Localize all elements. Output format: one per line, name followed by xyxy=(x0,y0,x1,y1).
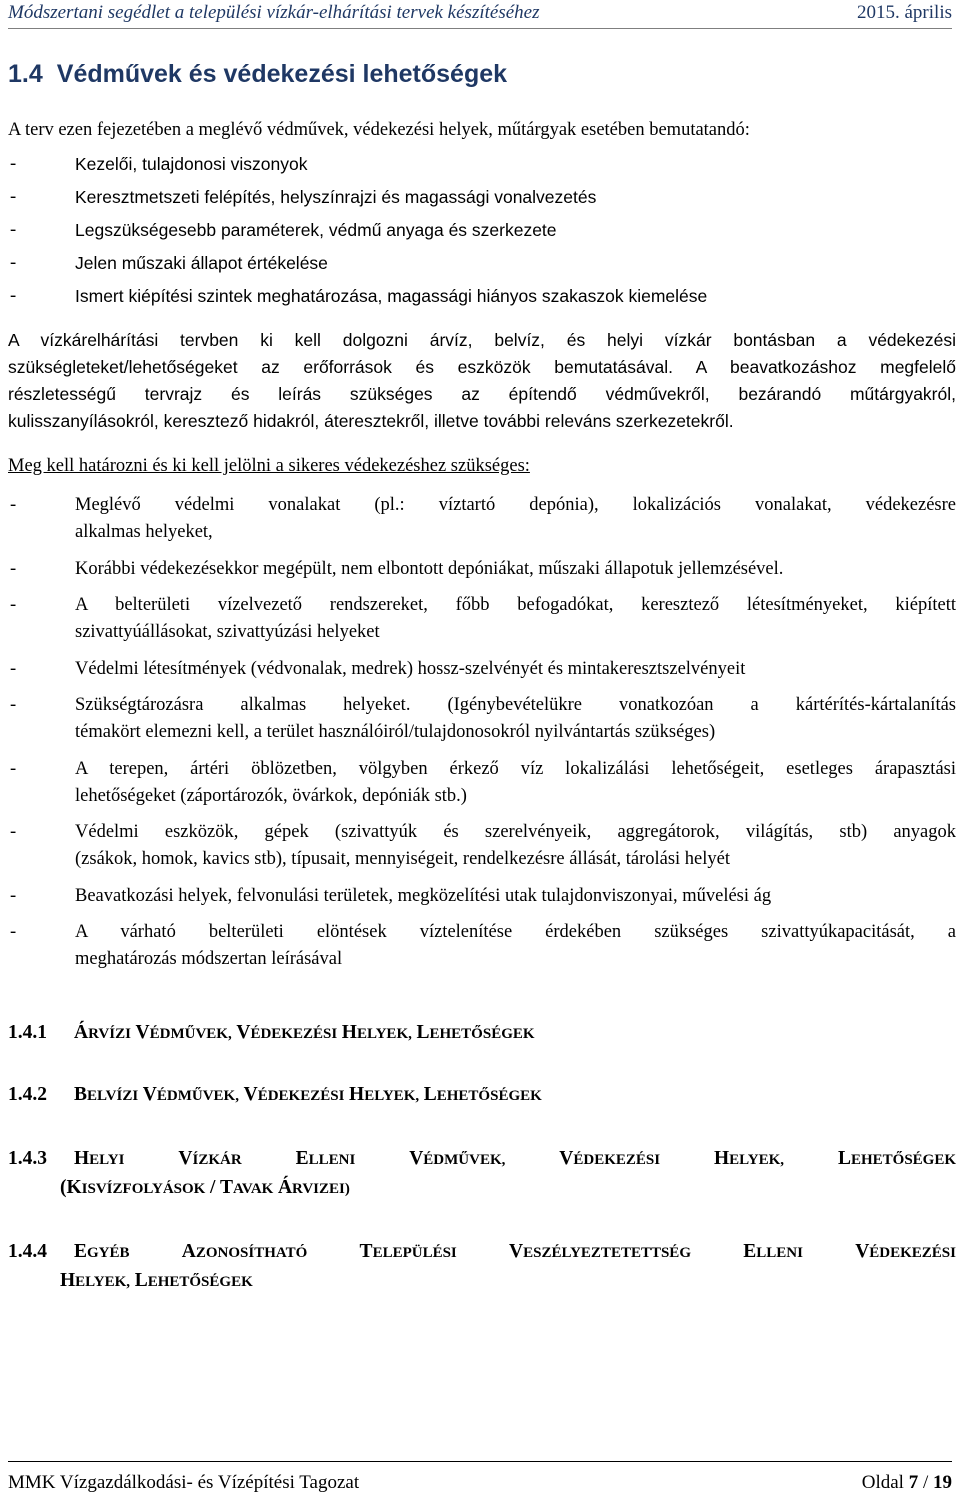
body-paragraph xyxy=(8,327,956,435)
requirements-heading: Meg kell határozni és ki kell jelölni a sikeres védekezéshez szükséges: xyxy=(8,456,530,476)
paragraph-line: A vízkárelhárítási tervben ki kell dolgozni árvíz, belvíz, és helyi vízkár bontásban a védekezési xyxy=(8,330,956,350)
list-item-line: alkalmas helyeket, xyxy=(75,522,213,542)
subsection-number: 1.4.1 xyxy=(8,1022,47,1043)
list-item-line: Védelmi eszközök, gépek (szivattyúk és szerelvényeik, aggregátorok, világítás, stb) anyagok xyxy=(75,822,956,842)
list-item-line: lehetőségeket (záportározók, övárkok, depóniák stb.) xyxy=(75,785,467,806)
list-item xyxy=(0,656,960,683)
dash-bullet: - xyxy=(10,658,17,679)
list-item xyxy=(0,592,960,646)
list-item xyxy=(0,181,707,214)
list-item xyxy=(0,883,960,910)
list-item-line: szivattyúállásokat, szivattyúzási helyeket xyxy=(75,622,380,642)
subsection-title: BELVÍZI VÉDMŰVEK, VÉDEKEZÉSI HELYEK, LEHETŐSÉGEK xyxy=(74,1084,542,1105)
dash-bullet: - xyxy=(10,558,17,579)
subsection-title: (KISVÍZFOLYÁSOK / TAVAK ÁRVIZEI) xyxy=(60,1177,350,1198)
intro-text: A terv ezen fejezetében a meglévő védművek, védekezési helyek, műtárgyak esetében bemutatandó: xyxy=(8,120,750,140)
dash-bullet: - xyxy=(10,758,17,779)
list-item xyxy=(0,148,707,181)
footer-page-number xyxy=(862,1472,952,1494)
section-number: 1.4 xyxy=(8,60,43,88)
page-separator: / xyxy=(922,1472,929,1493)
list-item xyxy=(0,919,960,973)
list-item xyxy=(0,556,960,583)
list-item xyxy=(0,756,960,810)
list-item-text: Legszükségesebb paraméterek, védmű anyaga és szerkezete xyxy=(75,220,557,240)
list-item-line: meghatározás módszertan leírásával xyxy=(75,949,343,969)
list-item-text: Kezelői, tulajdonosi viszonyok xyxy=(75,154,308,174)
page-header xyxy=(8,2,952,29)
list-item-line: Védelmi létesítmények (védvonalak, medrek) hossz-szelvényét és mintakeresztszelvényeit xyxy=(75,658,746,679)
subsection-title-line xyxy=(8,1019,956,1048)
list-item-line: A belterületi vízelvezető rendszereket, főbb befogadókat, keresztező létesítményeket, kiépített xyxy=(75,595,956,615)
page-label: Oldal xyxy=(861,1472,904,1493)
list-item-line: A várható belterületi elöntések víztelenítése érdekében szükséges szivattyúkapacitását, a xyxy=(75,922,956,942)
subsection-number: 1.4.4 xyxy=(8,1241,47,1262)
list-item-line: témakört elemezni kell, a terület használóiról/tulajdonosokról nyilvántartás szükséges) xyxy=(75,722,716,742)
subsection-title: HELYEK, LEHETŐSÉGEK xyxy=(60,1270,253,1291)
list-item xyxy=(0,819,960,873)
subsection-heading xyxy=(8,1145,956,1203)
list-item-text: Ismert kiépítési szintek meghatározása, magassági hiányos szakaszok kiemelése xyxy=(75,286,708,306)
dash-bullet: - xyxy=(10,495,17,515)
dash-bullet: - xyxy=(10,154,17,174)
dash-bullet: - xyxy=(10,695,17,715)
subsection-title: HELYI VÍZKÁR ELLENI VÉDMŰVEK, VÉDEKEZÉSI HELYEK, LEHETŐSÉGEK xyxy=(74,1148,957,1169)
dash-bullet: - xyxy=(10,253,17,273)
page-current: 7 xyxy=(908,1472,919,1493)
list-item-line: A terepen, ártéri öblözetben, völgyben érkező víz lokalizálási lehetőségeit, esetleges árapasztási xyxy=(75,758,956,779)
paragraph-line: szükségleteket/lehetőségeket az erőforrások és eszközök bemutatásával. A beavatkozáshoz megfelelő xyxy=(8,357,956,377)
intro-list xyxy=(0,148,707,313)
header-title: Módszertani segédlet a települési vízkár-elhárítási tervek készítéséhez xyxy=(8,2,540,23)
dash-bullet: - xyxy=(10,286,17,306)
list-item xyxy=(0,247,707,280)
list-item-line: Szükségtározásra alkalmas helyeket. (Igénybevételükre vonatkozóan a kártérítés-kártalanítás xyxy=(75,695,956,715)
subsection-title-line xyxy=(8,1238,956,1267)
subsection-number: 1.4.2 xyxy=(8,1084,47,1105)
subsection-number: 1.4.3 xyxy=(8,1148,47,1169)
subsection-title: EGYÉB AZONOSÍTHATÓ TELEPÜLÉSI VESZÉLYEZTETETTSÉG ELLENI VÉDEKEZÉSI xyxy=(74,1241,956,1262)
requirements-list xyxy=(0,492,960,983)
section-heading xyxy=(8,60,507,89)
subsection-heading xyxy=(8,1081,956,1110)
subsection-title-line xyxy=(8,1145,956,1174)
header-date: 2015. április xyxy=(857,2,952,23)
list-item xyxy=(0,214,707,247)
list-item-line: Korábbi védekezésekkor megépült, nem elbontott depóniákat, műszaki állapotuk jellemzésével. xyxy=(75,558,784,579)
subsection-heading xyxy=(8,1019,956,1048)
dash-bullet: - xyxy=(10,885,17,906)
list-item-line: (zsákok, homok, kavics stb), típusait, mennyiségeit, rendelkezésre állását, tárolási helyét xyxy=(75,849,731,869)
list-item-text: Jelen műszaki állapot értékelése xyxy=(75,253,328,273)
page-footer xyxy=(8,1461,952,1502)
paragraph-line: részletességű tervrajz és leírás szükséges az építendő védművekről, bezárandó műtárgyakról, xyxy=(8,384,956,404)
dash-bullet: - xyxy=(10,187,17,207)
subsection-title-line xyxy=(8,1081,956,1110)
page-total: 19 xyxy=(933,1472,952,1493)
footer-organization: MMK Vízgazdálkodási- és Vízépítési Tagozat xyxy=(8,1472,360,1493)
subsection-heading xyxy=(8,1238,956,1296)
list-item xyxy=(0,280,707,313)
list-item xyxy=(0,692,960,746)
paragraph-line: kulisszanyílásokról, keresztező hidakról, áteresztekről, illetve további releváns szerkezetekről. xyxy=(8,411,734,431)
list-item-text: Keresztmetszeti felépítés, helyszínrajzi és magassági vonalvezetés xyxy=(75,187,597,207)
list-item xyxy=(0,492,960,546)
subsection-title-line xyxy=(8,1174,956,1203)
dash-bullet: - xyxy=(10,595,17,615)
dash-bullet: - xyxy=(10,922,17,942)
list-item-line: Beavatkozási helyek, felvonulási területek, megközelítési utak tulajdonviszonyai, művelési ág xyxy=(75,885,772,906)
subsection-title-line xyxy=(8,1267,956,1296)
section-title: Védművek és védekezési lehetőségek xyxy=(56,60,508,88)
dash-bullet: - xyxy=(10,822,17,842)
list-item-line: Meglévő védelmi vonalakat (pl.: víztartó depónia), lokalizációs vonalakat, védekezésre xyxy=(75,495,956,515)
dash-bullet: - xyxy=(10,220,17,240)
subsection-title: ÁRVÍZI VÉDMŰVEK, VÉDEKEZÉSI HELYEK, LEHETŐSÉGEK xyxy=(74,1022,535,1043)
